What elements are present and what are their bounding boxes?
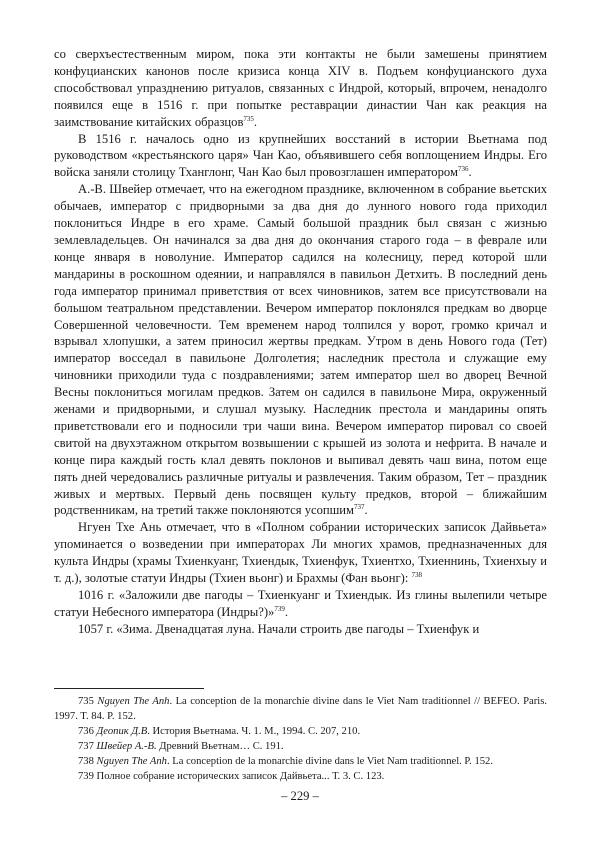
- footnote-ref-737[interactable]: 737: [354, 503, 365, 512]
- footnote-ref-736[interactable]: 736: [457, 165, 469, 174]
- paragraph-2: В 1516 г. началось одно из крупнейших восстаний в истории Вьетнама под руководством «крестьянского царя» Чан Као, объявившего себя воплощением Индры. Его войска заняли столицу Тханглонг, Чан Као был провозглашен императором$^{736}$.: [54, 131, 547, 180]
- footnotes: [54, 694, 547, 784]
- footnote-739: 739 Полное собрание исторических записок Дайвьета... Т. 3. С. 123.: [78, 771, 385, 782]
- footnote-735: 735 Nguyen The Anh. La conception de la monarchie divine dans le Viet Nam traditionnel // BEFEO. Paris. 1997. T. 84. P. 152.: [54, 696, 548, 722]
- paragraph-4: Нгуен Тхе Ань отмечает, что в «Полном собрании исторических записок Дайвьета» упоминается о возведении при императорах Ли многих храмов, предназначенных для культа Индры (храмы Тхиенкуанг, Тхиендык, Тхиенфук, Тхиентхо, Тхиеннинь, Тхиенхыу и т. д.), золотые статуи Индры (Тхиен вьонг) и Брахмы (Фан вьонг): $^{738}$: [54, 520, 547, 586]
- page-number: – 229 –: [281, 789, 319, 803]
- footnote-ref-735[interactable]: 735: [243, 114, 254, 123]
- footnote-ref-739[interactable]: 739: [274, 604, 285, 613]
- paragraph-3: А.-В. Швейер отмечает, что на ежегодном празднике, включенном в собрание вьетских обычаев, император с придворными за два дня до лунного нового года приходил поклониться Индре в его храме. Самый большой праздник был связан с жизнью землевладельцев. Он начинался за два дня до окончания старого года – в феврале или конце января в новолуние. Император садился на колесницу, перед которой шли мандарины в роскошном одеянии, и направлялся в павильон Детхить. В последний день года император принимал приветствия от всех чиновников, затем все присутствовали на большом театральном представлении. Вечером император поклонялся предкам во дворце Совершенной человечности. Тем временем народ толпился у ворот, громко кричал и взрывал хлопушки, а затем приносил жертвы предкам. Утром в день Нового года (Тет) император восседал в павильоне Долголетия; наследник престола и служащие ему чиновники приходили туда с поздравлениями; затем император шел во дворец Вечной Весны поклониться могилам предков. Затем он садился в павильоне Мира, окруженный женами и придворными, и слушал музыку. Наследник престола и мандарины опять приветствовали его и подносили три чаши вина. Вечером император пировал со своей свитой на двухэтажном открытом возвышении с крышей из золота и нефрита. В начале и конце пира каждый гость клал девять поклонов и выпивал девять чаш вина, потом еще пять дней чередовались различные ритуалы и развлечения. Таким образом, Тет – праздник живых и мертвых. Первый день посвящен культу предков, второй – ближайшим родственникам, на третий также поклоняются усопшим$^{737}$.: [54, 182, 547, 518]
- footnote-738: 738 Nguyen The Anh. La conception de la monarchie divine dans le Viet Nam traditionnel. P. 152.: [78, 756, 493, 767]
- footnote-736: 736 Деопик Д.В. История Вьетнама. Ч. 1. М., 1994. С. 207, 210.: [78, 726, 361, 737]
- main-text: [54, 46, 547, 638]
- footnote-divider: [54, 688, 204, 689]
- paragraph-5: 1016 г. «Заложили две пагоды – Тхиенкуанг и Тхиендык. Из глины вылепили четыре статуи Небесного императора (Индры?)»$^{739}$.: [54, 588, 547, 619]
- footnote-ref-738[interactable]: 738: [411, 570, 422, 579]
- footnote-737: 737 Швейер А.-В. Древний Вьетнам… С. 191.: [78, 741, 284, 752]
- paragraph-6: 1057 г. «Зима. Двенадцатая луна. Начали строить две пагоды – Тхиенфук и: [78, 621, 480, 636]
- paragraph-1: со сверхъестественным миром, пока эти контакты не были замешены принятием конфуцианских канонов после кризиса конца XIV в. Подъем конфуцианского духа способствовал упразднению ритуалов, связанных с Индрой, который, впрочем, ненадолго появился еще в 1516 г. при попытке реставрации династии Чан как реакция на заимствование китайских образцов$^{735}$.: [54, 47, 547, 129]
